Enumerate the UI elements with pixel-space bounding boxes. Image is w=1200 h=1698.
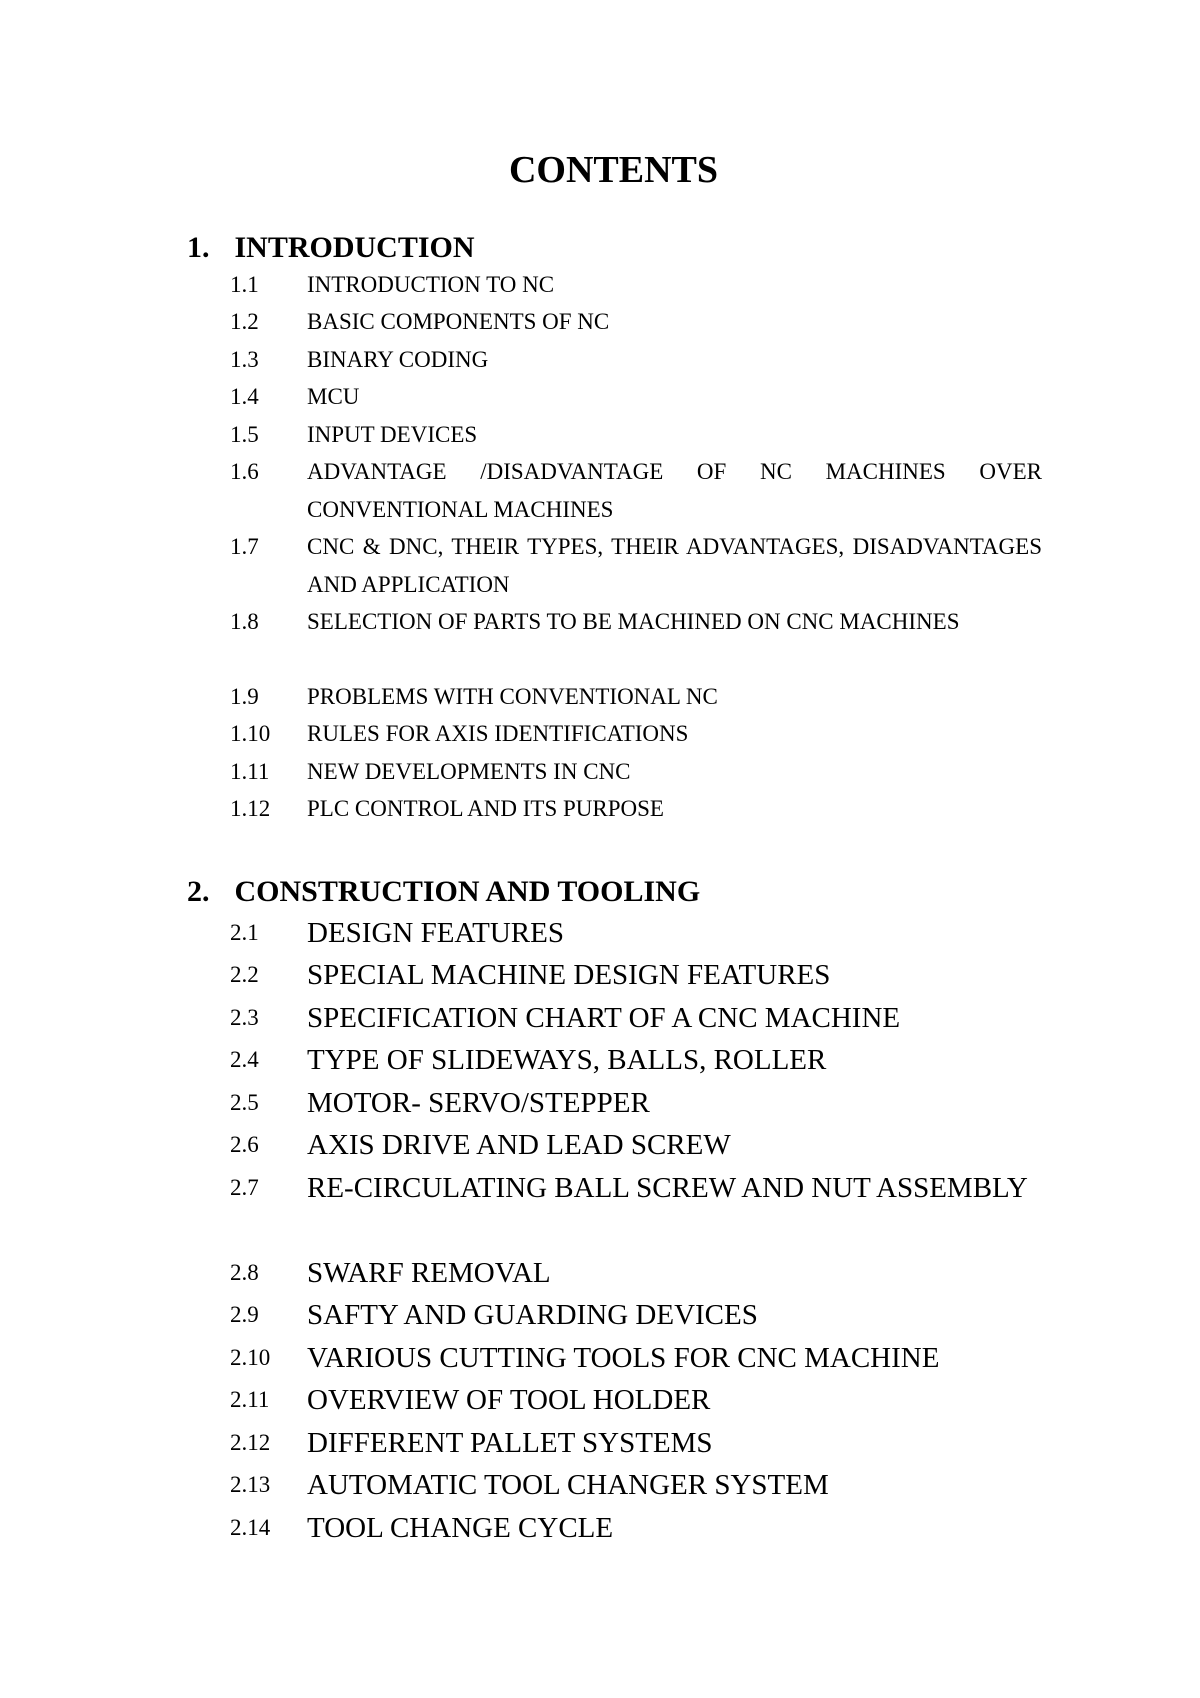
- entry-number: 2.1: [230, 920, 259, 945]
- entry-number: 1.1: [230, 272, 259, 297]
- entry-title: CNC & DNC, THEIR TYPES, THEIR ADVANTAGES, DISADVANTAGES AND APPLICATION: [307, 534, 1042, 597]
- entry-number: 2.8: [230, 1260, 259, 1285]
- entry-number: 1.2: [230, 309, 259, 334]
- entry-number: 1.9: [230, 684, 259, 709]
- entry-title: AUTOMATIC TOOL CHANGER SYSTEM: [307, 1469, 829, 1501]
- entry-title: INPUT DEVICES: [307, 422, 478, 447]
- entry-title: MOTOR- SERVO/STEPPER: [307, 1087, 650, 1119]
- entry-number: 2.6: [230, 1132, 259, 1157]
- entry-title: SPECIAL MACHINE DESIGN FEATURES: [307, 959, 831, 991]
- entry-title: BINARY CODING: [307, 347, 489, 372]
- entry-number: 2.11: [230, 1387, 270, 1412]
- entry-number: 2.7: [230, 1175, 259, 1200]
- entry-title: ADVANTAGE /DISADVANTAGE OF NC MACHINES OVER CONVENTIONAL MACHINES: [307, 459, 1042, 522]
- entry-number: 1.3: [230, 347, 259, 372]
- entry-number: 2.9: [230, 1302, 259, 1327]
- entry-title: DESIGN FEATURES: [307, 917, 564, 949]
- entry-number: 2.10: [230, 1345, 271, 1370]
- entry-title: SPECIFICATION CHART OF A CNC MACHINE: [307, 1002, 901, 1034]
- section-number: 1.: [187, 231, 210, 264]
- entry-number: 2.14: [230, 1515, 271, 1540]
- entry-number: 1.8: [230, 609, 259, 634]
- section-heading: [187, 228, 475, 268]
- entry-number: 1.6: [230, 459, 259, 484]
- section-number: 2.: [187, 875, 210, 908]
- entry-title: OVERVIEW OF TOOL HOLDER: [307, 1384, 711, 1416]
- entry-number: 1.12: [230, 796, 271, 821]
- entry-number: 1.7: [230, 534, 259, 559]
- entry-title: RE-CIRCULATING BALL SCREW AND NUT ASSEMBLY: [307, 1172, 1028, 1204]
- entry-number: 1.5: [230, 422, 259, 447]
- entry-title: TYPE OF SLIDEWAYS, BALLS, ROLLER: [307, 1044, 827, 1076]
- entry-number: 1.11: [230, 759, 270, 784]
- entry-number: 2.12: [230, 1430, 271, 1455]
- entry-title: PLC CONTROL AND ITS PURPOSE: [307, 796, 664, 821]
- entry-title: AXIS DRIVE AND LEAD SCREW: [307, 1129, 731, 1161]
- entry-title: BASIC COMPONENTS OF NC: [307, 309, 610, 334]
- page-title: CONTENTS: [508, 149, 719, 191]
- entry-number: 2.4: [230, 1047, 259, 1072]
- entry-title: SELECTION OF PARTS TO BE MACHINED ON CNC MACHINES: [307, 609, 960, 634]
- entry-title: SAFTY AND GUARDING DEVICES: [307, 1299, 758, 1331]
- section-heading: [187, 872, 700, 912]
- section-title: INTRODUCTION: [234, 231, 475, 264]
- entry-number: 1.10: [230, 721, 271, 746]
- section-title: CONSTRUCTION AND TOOLING: [234, 875, 701, 908]
- entry-number: 2.3: [230, 1005, 259, 1030]
- entry-number: 1.4: [230, 384, 259, 409]
- entry-title: TOOL CHANGE CYCLE: [307, 1512, 614, 1544]
- entry-title: DIFFERENT PALLET SYSTEMS: [307, 1427, 713, 1459]
- entry-number: 2.2: [230, 962, 259, 987]
- entry-number: 2.13: [230, 1472, 271, 1497]
- entry-title: SWARF REMOVAL: [307, 1257, 551, 1289]
- entry-number: 2.5: [230, 1090, 259, 1115]
- entry-title: INTRODUCTION TO NC: [307, 272, 555, 297]
- entry-title: MCU: [307, 384, 360, 409]
- entry-title: PROBLEMS WITH CONVENTIONAL NC: [307, 684, 718, 709]
- entry-title: RULES FOR AXIS IDENTIFICATIONS: [307, 721, 689, 746]
- entry-title: VARIOUS CUTTING TOOLS FOR CNC MACHINE: [307, 1342, 940, 1374]
- entry-title: NEW DEVELOPMENTS IN CNC: [307, 759, 631, 784]
